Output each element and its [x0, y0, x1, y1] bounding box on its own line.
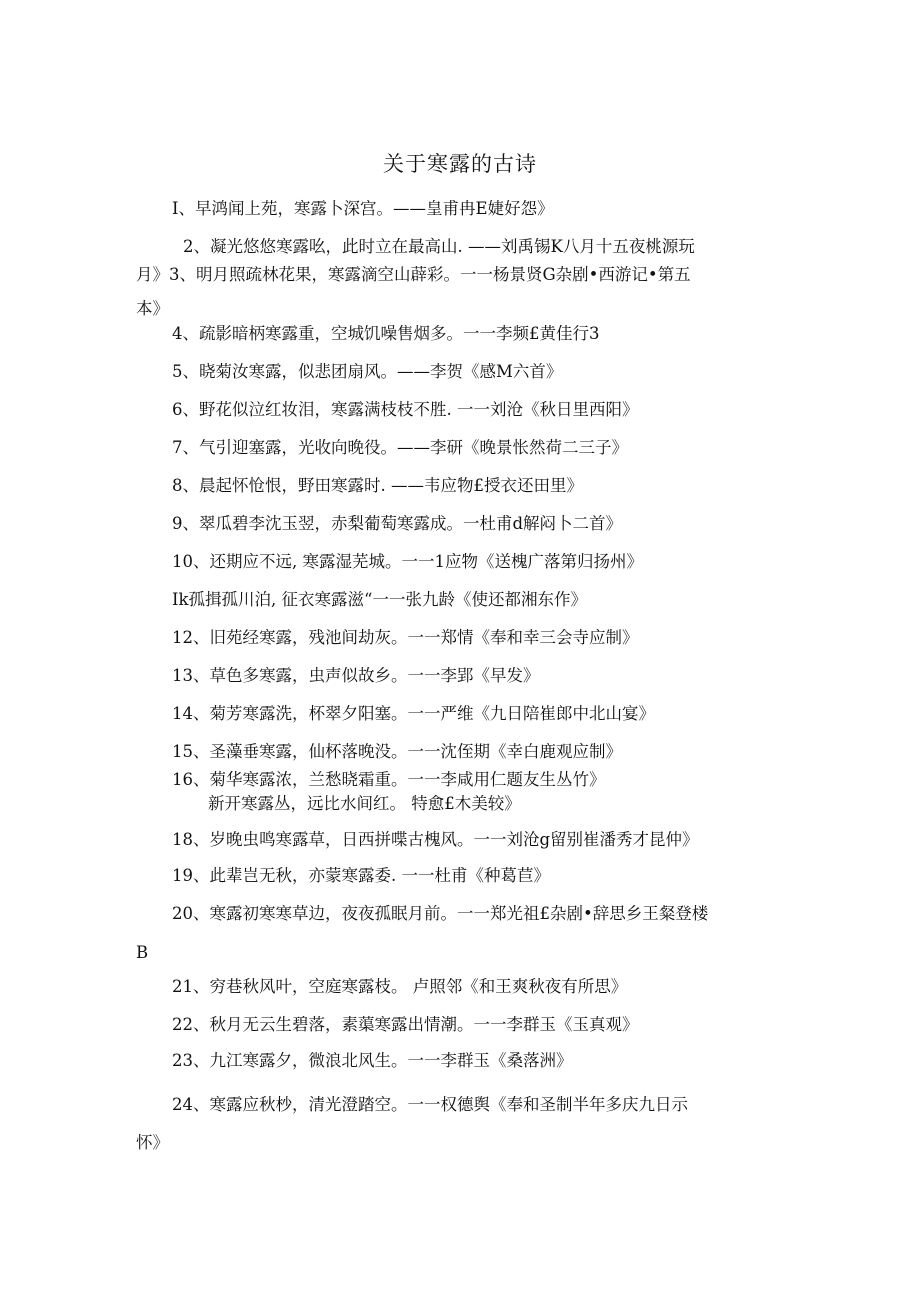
poem-line-11: Ik孤揖孤川泊, 征衣寒露滋“一一张九龄《使还都湘东作》 — [172, 590, 587, 609]
poem-line-4: 4、疏影暗柄寒露重，空城饥噪售烟多。一一李频£黄佳行3 — [172, 324, 600, 343]
poem-line-6: 6、野花似泣红妆泪，寒露满枝枝不胜. 一一刘沧《秋日里西阳》 — [172, 400, 639, 419]
poem-line-14: 14、菊芳寒露洗，杯翠夕阳塞。一一严维《九日陪崔郎中北山宴》 — [172, 704, 655, 723]
poem-line-18: 18、岁晚虫鸣寒露草，日西拼喋古槐风。一一刘沧g留别崔潘秀才昆仲》 — [172, 830, 699, 849]
poem-line-7: 7、气引迎塞露，光收向晚役。——李研《晚景怅然荷二三子》 — [172, 438, 628, 457]
poem-line-17: 新开寒露丛，远比水间红。 特愈£木美较》 — [208, 794, 521, 813]
poem-line-24-continued: 怀》 — [136, 1133, 169, 1152]
poem-line-15: 15、圣藻垂寒露，仙杯落晚没。一一沈侄期《幸白鹿观应制》 — [172, 742, 622, 761]
poem-line-10: 10、还期应不远, 寒露湿芜城。一一1应物《送槐广落第归扬州》 — [172, 552, 643, 571]
poem-line-20: 20、寒露初寒寒草边，夜夜孤眠月前。一一郑光祖£杂剧•辞思乡王粲登楼 — [172, 904, 709, 923]
poem-line-1: I、早鸿闻上苑，寒露卜深宫。——皇甫冉E婕好怨》 — [172, 199, 554, 218]
poem-line-3-continued: 本》 — [136, 299, 169, 318]
poem-line-20-continued: B — [136, 943, 149, 962]
poem-line-22: 22、秋月无云生碧落，素蕖寒露出情潮。一一李群玉《玉真观》 — [172, 1015, 639, 1034]
poem-line-5: 5、晓菊汝寒露，似悲团扇风。——李贺《感M六首》 — [172, 362, 563, 381]
poem-line-21: 21、穷巷秋风叶，空庭寒露枝。 卢照邻《和王爽秋夜有所思》 — [172, 977, 628, 996]
poem-line-23: 23、九江寒露夕，微浪北风生。一一李群玉《桑落洲》 — [172, 1051, 573, 1070]
poem-line-2-continued: 月》3、明月照疏林花果，寒露滴空山薜彩。一一杨景贤G杂剧•西游记•第五 — [136, 265, 691, 284]
page-title: 关于寒露的古诗 — [383, 152, 537, 176]
poem-line-2: 2、凝光悠悠寒露吆，此时立在最高山. ——刘禹锡K八月十五夜桃源玩 — [183, 237, 695, 256]
poem-line-8: 8、晨起怀怆恨，野田寒露时. ——韦应物£授衣还田里》 — [172, 476, 583, 495]
poem-line-16: 16、菊华寒露浓，兰愁晓霜重。一一李咸用仁题友生丛竹》 — [172, 770, 606, 789]
poem-line-9: 9、翠瓜碧李沈玉翌，赤梨葡萄寒露成。一杜甫d解闷卜二首》 — [172, 514, 623, 533]
poem-line-19: 19、此辈岂无秋，亦蒙寒露委. 一一杜甫《种葛苣》 — [172, 866, 550, 885]
poem-line-13: 13、草色多寒露，虫声似故乡。一一李郢《早发》 — [172, 666, 540, 685]
poem-line-12: 12、旧苑经寒露，残池间劫灰。一一郑情《奉和幸三会寺应制》 — [172, 628, 639, 647]
poem-line-24: 24、寒露应秋杪，清光澄踏空。一一权德舆《奉和圣制半年多庆九日示 — [172, 1095, 688, 1114]
